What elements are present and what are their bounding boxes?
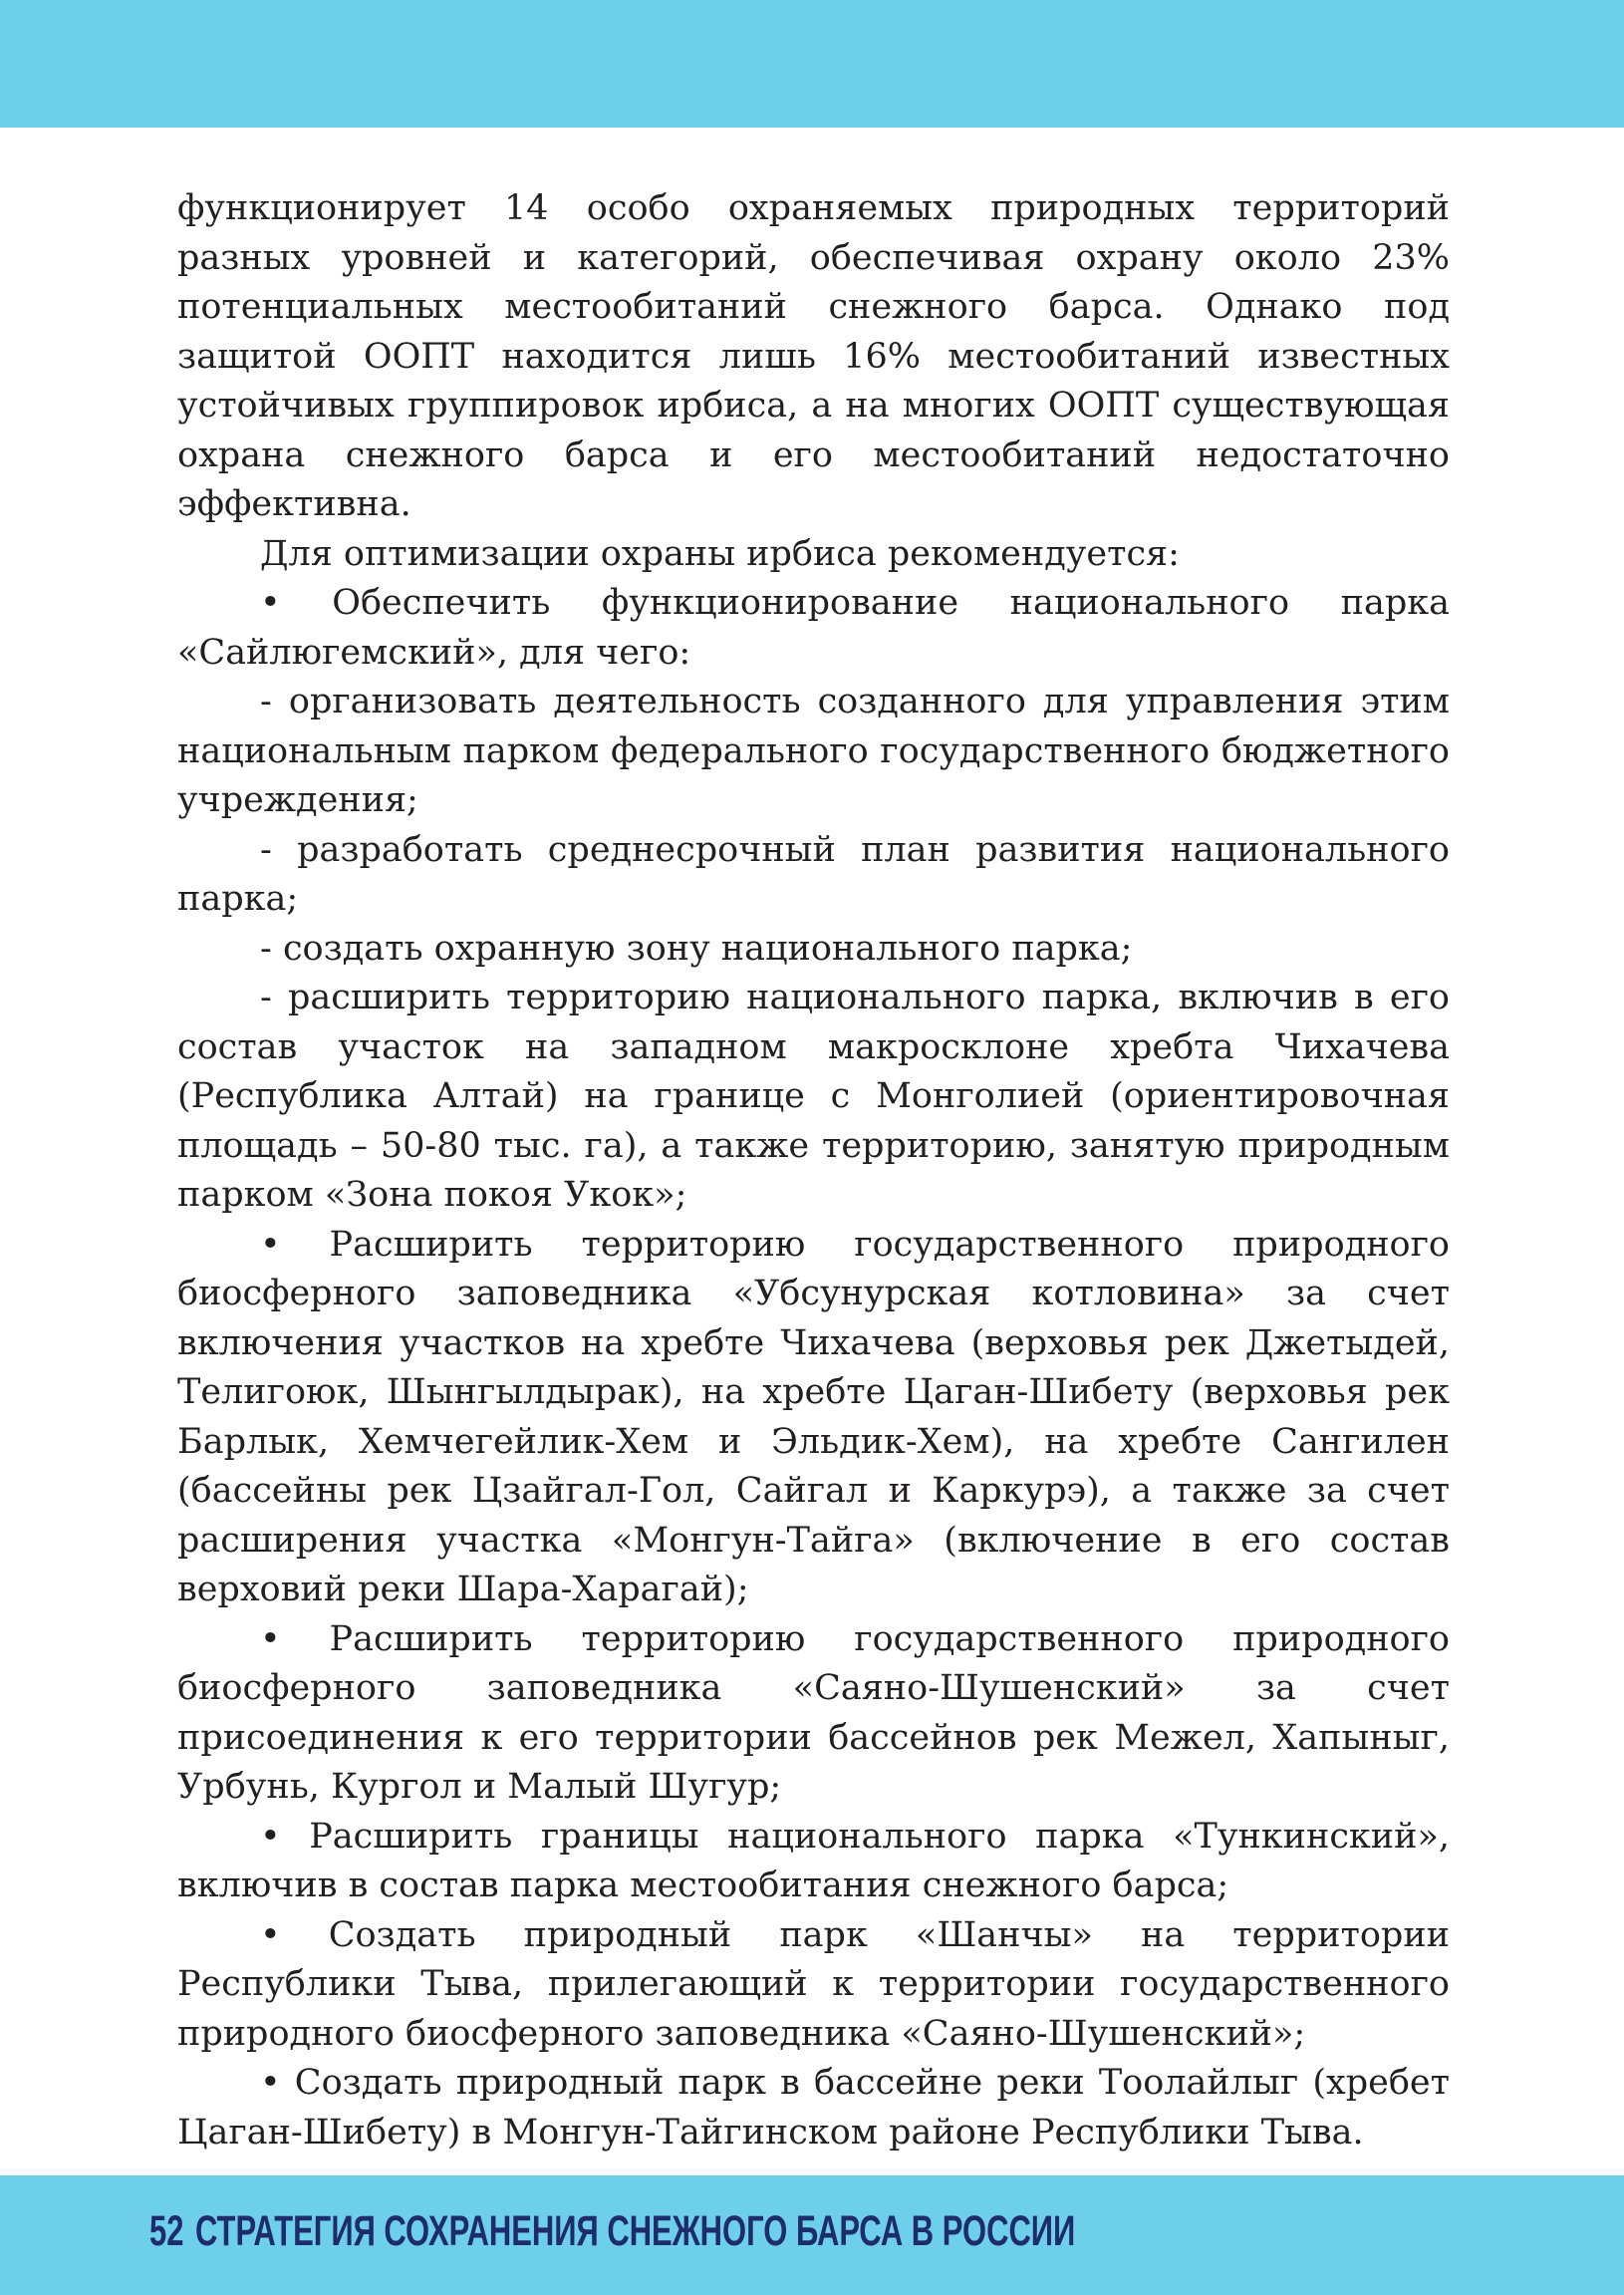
bullet-item: • Расширить территорию государственного природного биосферного заповедника «Убсунурская котловина» за счет включения участков на хребте Чихачева (верховья рек Джетыдей, Телигоюк, Шынгылдырак), на хребте Цаган-Шибету (верховья рек Барлык, Хемчегейлик-Хем и Эльдик-Хем), на хребте Сангилен (бассейны рек Цзайгал-Гол, Сайгал и Каркурэ), а также за счет расширения участка «Монгун-Тайга» (включение в его состав верховий реки Шара-Харагай); [177, 1224, 1450, 1609]
bullet-item: • Создать природный парк «Шанчы» на территории Республики Тыва, прилегающий к территории государственного природного биосферного заповедника «Саяно-Шушенский»; [177, 1914, 1450, 2054]
paragraph: функционирует 14 особо охраняемых природных территорий разных уровней и категорий, обеспечивая охрану около 23% потенциальных местообитаний снежного барса. Однако под защитой ООПТ находится лишь 16% местообитаний известных устойчивых группировок ирбиса, а на многих ООПТ существующая охрана снежного барса и его местообитаний недостаточно эффективна. [177, 188, 1450, 524]
page-body [177, 184, 1450, 2157]
bullet-item: • Расширить границы национального парка «Тункинский», включив в состав парка местообитания снежного барса; [177, 1816, 1450, 1905]
dash-item: - создать охранную зону национального парка; [260, 928, 1133, 969]
page-number: 52 [149, 2207, 184, 2255]
running-footer [149, 2201, 1075, 2261]
header-band [0, 0, 1624, 128]
dash-item: - разработать среднесрочный план развития национального парка; [177, 829, 1450, 919]
dash-item: - расширить территорию национального парка, включив в его состав участок на западном макросклоне хребта Чихачева (Республика Алтай) на границе с Монголией (ориентировочная площадь – 50-80 тыс. га), а также территорию, занятую природным парком «Зона покоя Укок»; [177, 978, 1450, 1215]
bullet-item: • Расширить территорию государственного природного биосферного заповедника «Саяно-Шушенский» за счет присоединения к его территории бассейнов рек Межел, Хапыныг, Урбунь, Кургол и Малый Шугур; [177, 1618, 1450, 1807]
bullet-item: • Создать природный парк в бассейне реки Тоолайлыг (хребет Цаган-Шибету) в Монгун-Тайгинском районе Республики Тыва. [177, 2063, 1450, 2152]
bullet-item: • Обеспечить функционирование национального парка «Сайлюгемский», для чего: [177, 583, 1450, 673]
footer-title: СТРАТЕГИЯ СОХРАНЕНИЯ СНЕЖНОГО БАРСА В РОССИИ [194, 2207, 1076, 2255]
paragraph: Для оптимизации охраны ирбиса рекомендуется: [260, 533, 1180, 574]
dash-item: - организовать деятельность созданного для управления этим национальным парком федерального государственного бюджетного учреждения; [177, 682, 1450, 820]
